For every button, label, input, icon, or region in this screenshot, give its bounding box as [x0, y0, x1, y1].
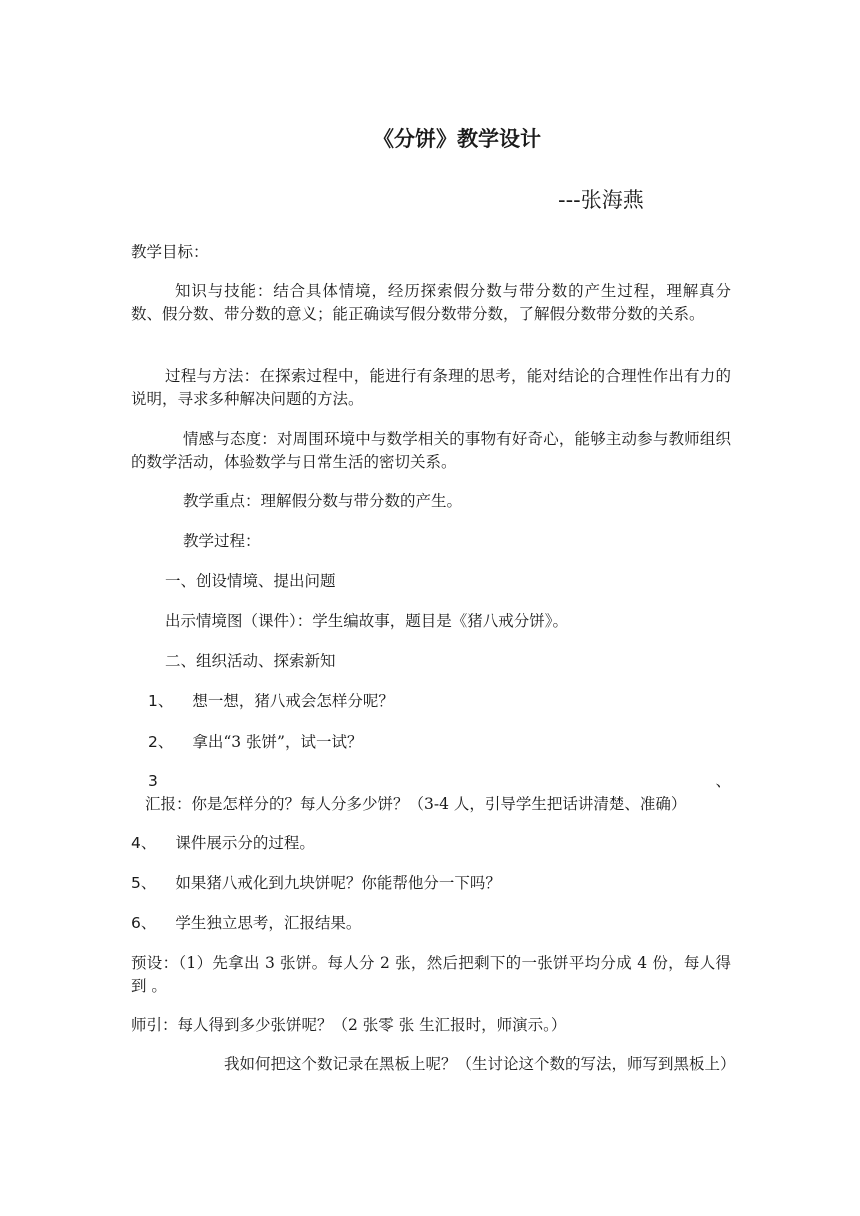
- process-methods-paragraph: 过程与方法：在探索过程中，能进行有条理的思考，能对结论的合理性作出有力的说明，寻求多种解决问题的方法。: [131, 367, 731, 408]
- section1-heading: 一、创设情境、提出问题: [165, 572, 336, 590]
- section2-heading: 二、组织活动、探索新知: [165, 652, 336, 670]
- step-number: 3、: [148, 772, 731, 790]
- preset-paragraph: 预设：（1）先拿出 3 张饼。每人分 2 张，然后把剩下的一张饼平均分成 4 份，每人得到 。: [131, 954, 731, 995]
- teacher-guide: 师引：每人得到多少张饼呢？（2 张零 张 生汇报时，师演示。）: [131, 1016, 567, 1034]
- step-number: 6、: [131, 914, 157, 932]
- emotion-attitude-paragraph: 情感与态度：对周围环境中与数学相关的事物有好奇心，能够主动参与教师组织的数学活动，体验数学与日常生活的密切关系。: [131, 430, 731, 471]
- step-3: [131, 770, 731, 815]
- step-5: [131, 872, 501, 894]
- document-title: 《分饼》教学设计: [373, 127, 541, 151]
- goals-heading: 教学目标：: [131, 243, 209, 261]
- process-heading: 教学过程：: [183, 532, 261, 550]
- step-4: [131, 832, 315, 854]
- step-number: 2、: [148, 733, 174, 751]
- step-text: 如果猪八戒化到九块饼呢？你能帮他分一下吗？: [175, 874, 501, 892]
- step-text: 学生独立思考，汇报结果。: [175, 914, 362, 932]
- step-number: 1、: [148, 692, 174, 710]
- step-1: [148, 690, 394, 712]
- step-2: [148, 731, 362, 753]
- key-point: 教学重点：理解假分数与带分数的产生。: [183, 492, 463, 510]
- step-text: 汇报：你是怎样分的？每人分多少饼？（3-4 人，引导学生把话讲清楚、准确）: [145, 794, 687, 813]
- knowledge-skills-paragraph: 知识与技能：结合具体情境，经历探索假分数与带分数的产生过程，理解真分数、假分数、带分数的意义；能正确读写假分数带分数，了解假分数带分数的关系。: [131, 282, 731, 323]
- step-text: 想一想，猪八戒会怎样分呢？: [192, 692, 394, 710]
- step-text: 课件展示分的过程。: [175, 834, 315, 852]
- step-number: 4、: [131, 834, 157, 852]
- step-6: [131, 912, 361, 934]
- step-number: 5、: [131, 874, 157, 892]
- section1-text: 出示情境图（课件）：学生编故事，题目是《猪八戒分饼》。: [165, 612, 569, 630]
- step-text: 拿出“3 张饼”，试一试？: [192, 733, 363, 751]
- record-question: 我如何把这个数记录在黑板上呢？（生讨论这个数的写法，师写到黑板上）: [224, 1055, 736, 1073]
- author-name: ---张海燕: [558, 188, 644, 212]
